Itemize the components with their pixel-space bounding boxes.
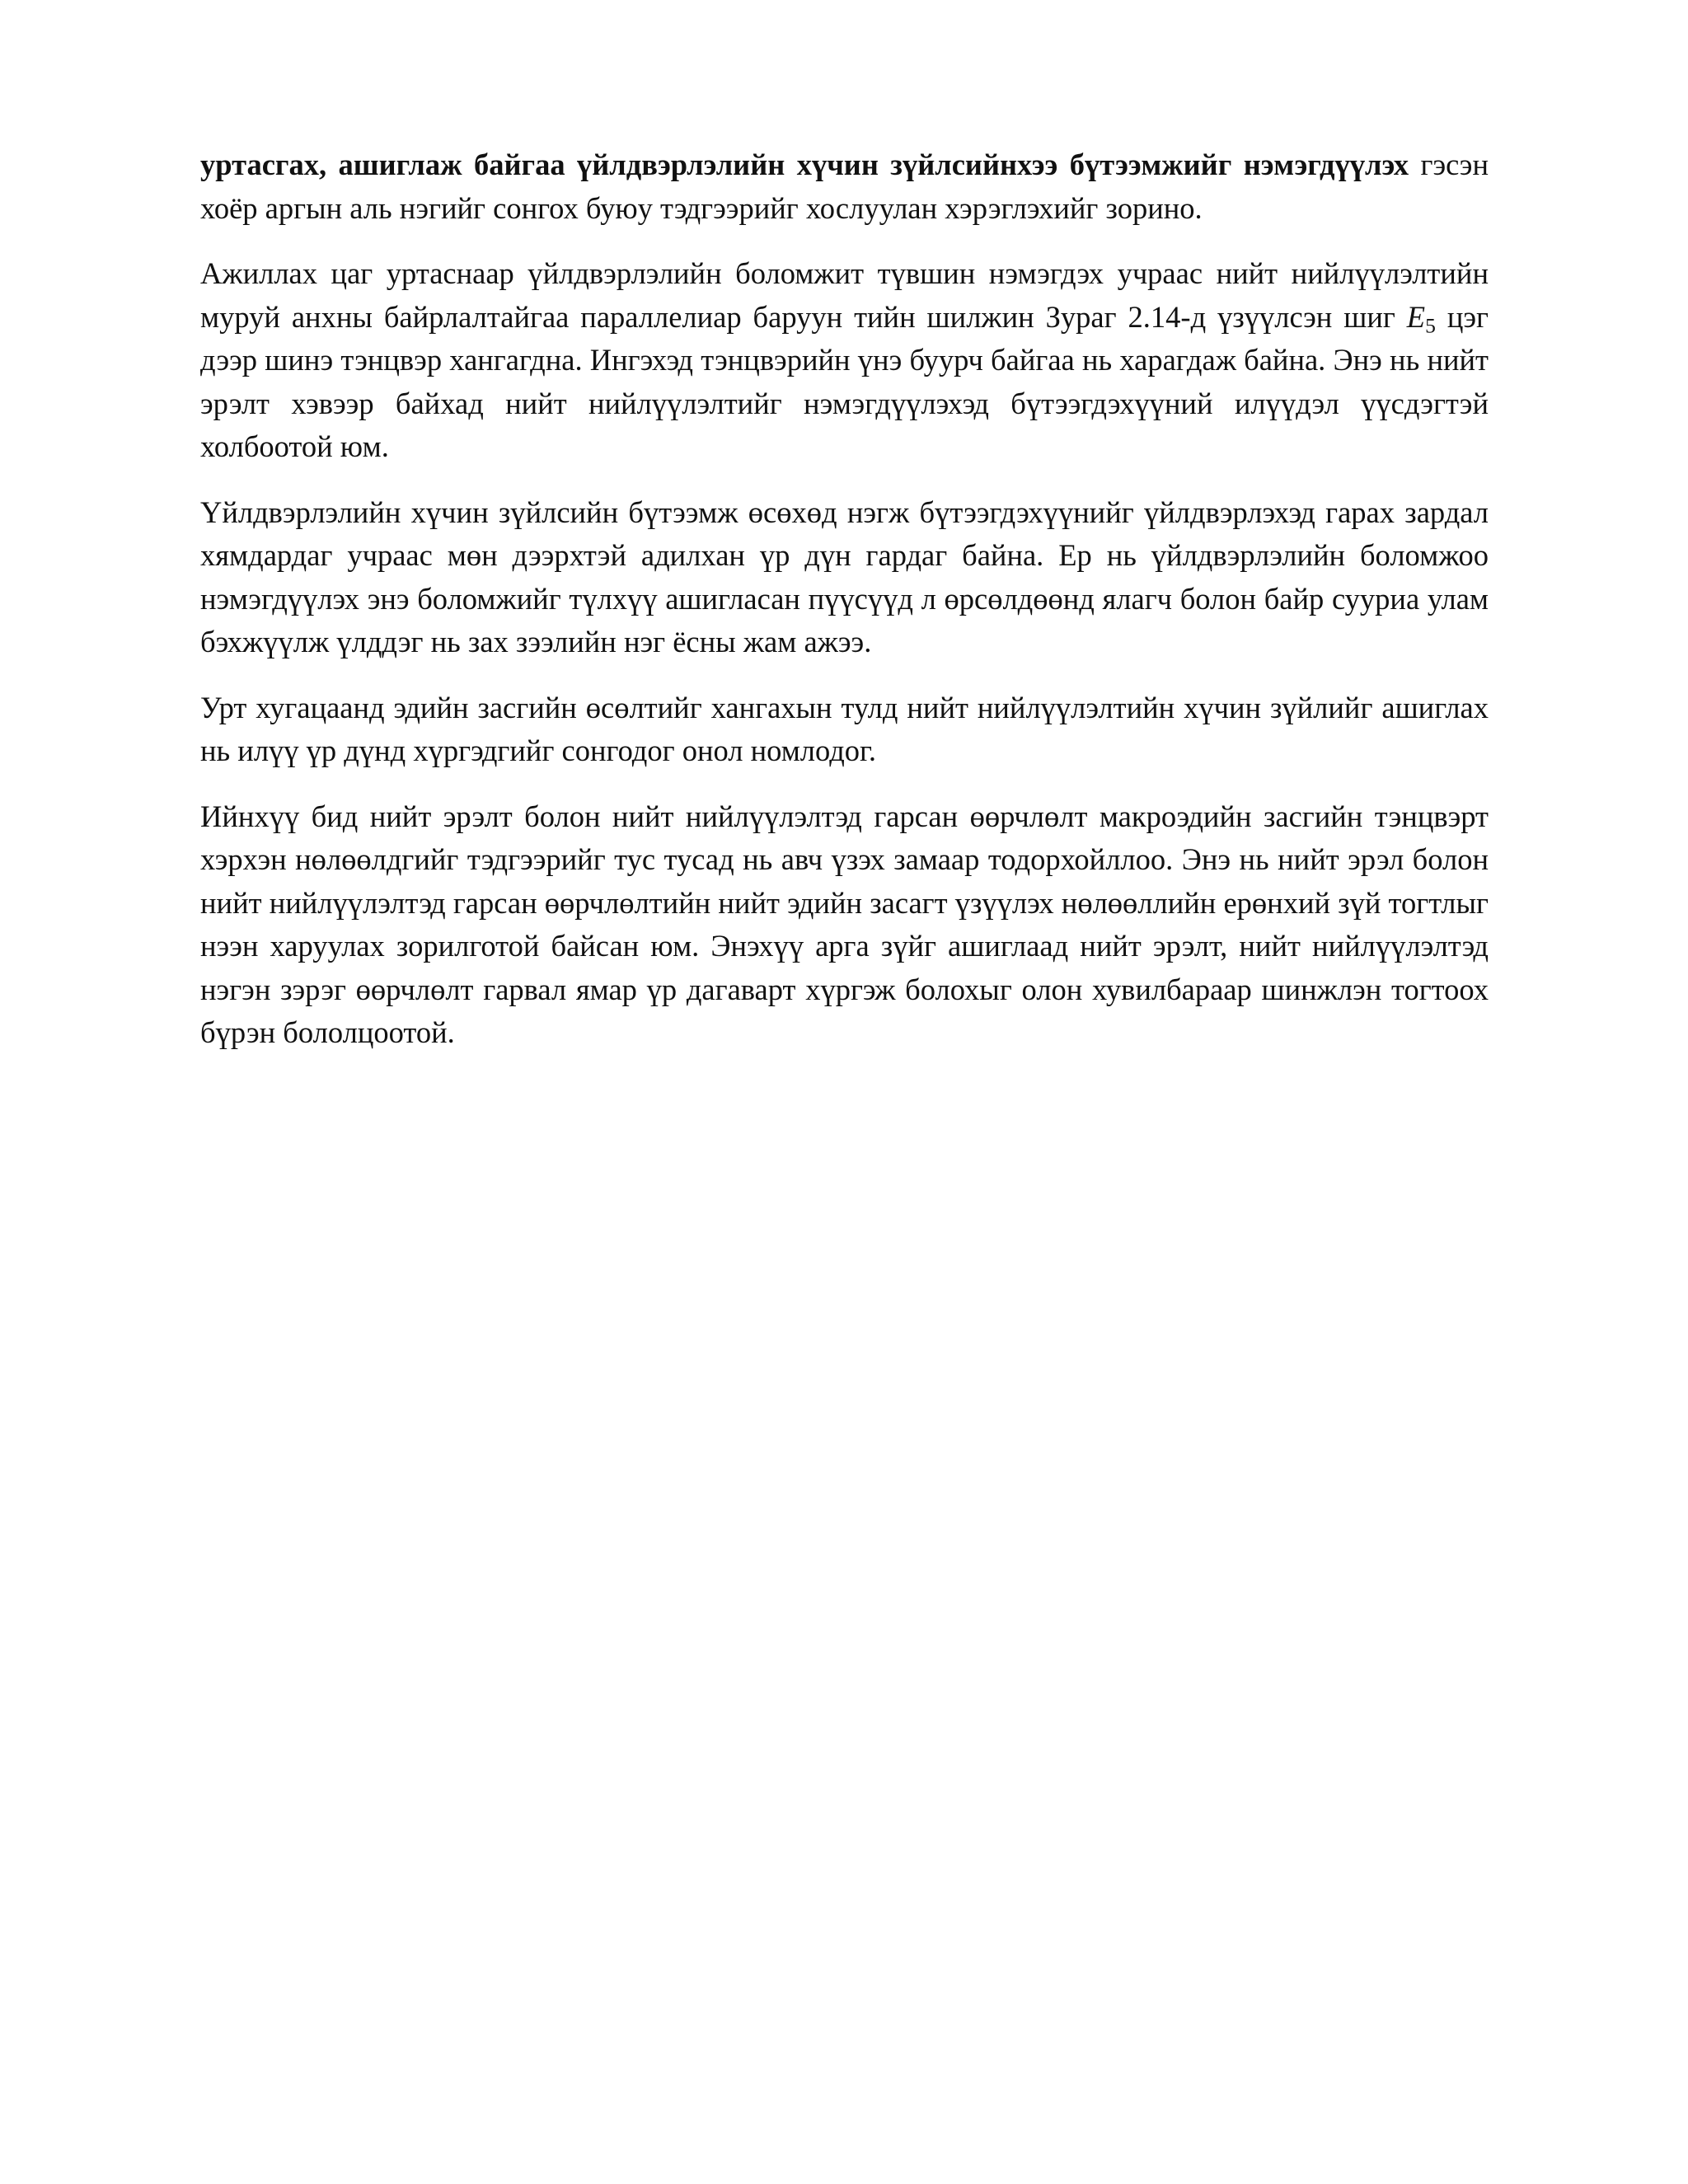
paragraph-5: Ийнхүү бид нийт эрэлт болон нийт нийлүүлэлтэд гарсан өөрчлөлт макроэдийн засгийн тэнцвэрт хэрхэн нөлөөлдгийг тэдгээрийг тус тусад нь авч үзэх замаар тодорхойллоо. Энэ нь нийт эрэл болон нийт нийлүүлэлтэд гарсан өөрчлөлтийн нийт эдийн засагт үзүүлэх нөлөөллийн ерөнхий зүй тогтлыг нээн харуулах зорилготой байсан юм. Энэхүү арга зүйг ашиглаад нийт эрэлт, нийт нийлүүлэлтэд нэгэн зэрэг өөрчлөлт гарвал ямар үр дагаварт хүргэж болохыг олон хувилбараар шинжлэн тогтоох бүрэн бололцоотой. [200,799,1489,1049]
paragraph-text: Ажиллах цаг уртаснаар үйлдвэрлэлийн боломжит түвшин нэмэгдэх учраас нийт нийлүүлэлтийн муруй анхны байрлалтайгаа параллелиар баруун тийн шилжин Зураг 2.14-д үзүүлсэн шиг [200,256,1489,334]
paragraph-text: цэг дээр шинэ тэнцвэр хангагдна. Ингэхэд тэнцвэрийн үнэ буурч байгаа нь харагдаж байна. Энэ нь нийт эрэлт хэвээр байхад нийт нийлүүлэлтийг нэмэгдүүлэхэд бүтээгдэхүүний илүүдэл үүсдэгтэй холбоотой юм. [200,299,1489,463]
math-base: E [1406,299,1426,334]
paragraph-2 [200,252,1489,469]
paragraph-1 [200,143,1489,230]
bold-phrase: уртасгах, ашиглаж байгаа үйлдвэрлэлийн хүчин зүйлсийнхээ бүтээмжийг нэмэгдүүлэх [200,148,1409,181]
document-body [200,143,1489,1077]
paragraph-4: Урт хугацаанд эдийн засгийн өсөлтийг хангахын тулд нийт нийлүүлэлтийн хүчин зүйлийг ашиглах нь илүү үр дүнд хүргэдгийг сонгодог онол номлодог. [200,690,1489,767]
paragraph-text: гэсэн хоёр аргын аль нэгийг сонгох буюу тэдгээрийг хослуулан хэрэглэхийг зорино. [200,148,1489,225]
math-subscript: 5 [1425,312,1436,337]
paragraph-3: Үйлдвэрлэлийн хүчин зүйлсийн бүтээмж өсөхөд нэгж бүтээгдэхүүнийг үйлдвэрлэхэд гарах зардал хямдардаг учраас мөн дээрхтэй адилхан үр дүн гардаг байна. Ер нь үйлдвэрлэлийн боломжоо нэмэгдүүлэх энэ боломжийг түлхүү ашигласан пүүсүүд л өрсөлдөөнд ялагч болон байр сууриа улам бэхжүүлж үлддэг нь зах зээлийн нэг ёсны жам ажээ. [200,494,1489,658]
math-symbol [1406,299,1436,337]
